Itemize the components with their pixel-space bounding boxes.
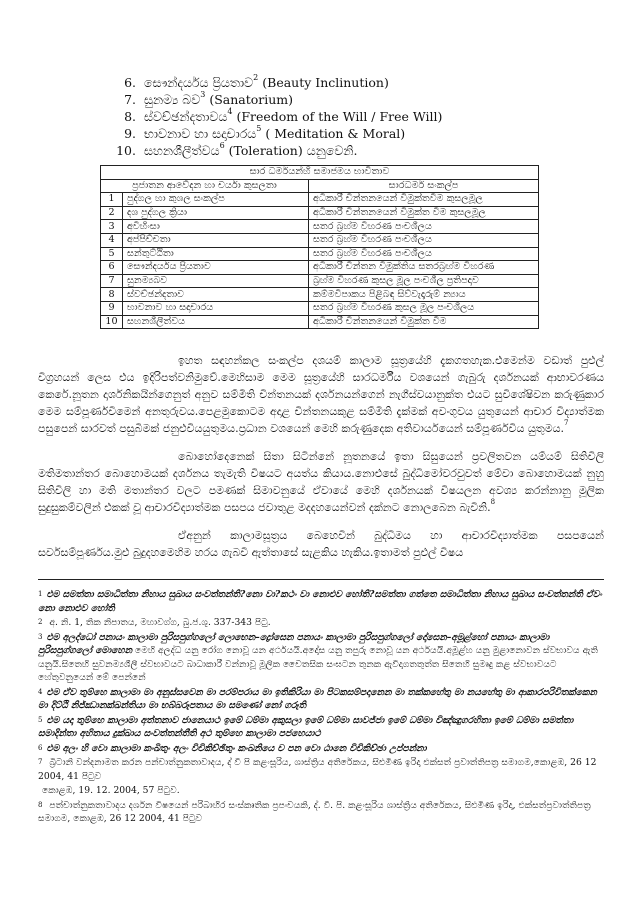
footnote-mark: 3	[38, 632, 43, 641]
cell-right: අධිකාරී චින්තනයෙන් විමුක්ත වීම කුසලමූල	[309, 206, 539, 220]
footnote-ref: 7	[564, 419, 569, 427]
footnote	[38, 756, 604, 783]
cell-right: සතර බ්‍රහ්ම විහරණ පංචශීලය	[309, 233, 539, 247]
footnote	[38, 686, 604, 713]
list-item	[108, 142, 568, 159]
footnote	[38, 742, 604, 756]
cell-left: ස්වච්ඡන්දතාව	[123, 288, 309, 302]
cell-right: සතර බ්‍රහ්ම විහරණ කුසල මූල පංචශීලය	[309, 301, 539, 315]
footnotes	[38, 588, 604, 827]
footnote-text: බ්‍රිටානි වන්දනාමත කරන පන්චාත්නුකතාවාදය, ද් වී පි කළංසූරිය, ශාස්ත්‍රිය අතිරේකය, සිළුමිණ ඉරිදා එක්සත් ප්‍රවාත්තිපත්‍ර සමාගම,කොළඹ, 26 12 2004, 41 පිටුව	[38, 757, 597, 782]
footnote	[38, 799, 604, 826]
footnote-pali: එම යදා තුම්හෙ කාලාමා අත්තනාව ජානෙයාථ ඉමේ ධම්මා අකුසලා ඉමේ ධම්මා සාවජ්ජා ඉමේ ධම්මා විඤ්ඤුගරහිතා ඉමේ ධම්මා සමත්තා සමාදින්තා අහිතාය දුක්ඛාය සංවත්තන්තීති අථ තුම්හෙ කාලාමා පජහෙයාථ	[38, 714, 574, 739]
row-index: 9	[101, 301, 123, 315]
footnote-ref: 6	[219, 141, 225, 150]
cell-right: සතර බ්‍රහ්ම විහරණ පංචශීලය	[309, 247, 539, 261]
footnote-ref: 2	[253, 73, 259, 82]
table-row	[101, 261, 539, 275]
cell-left: භාවනාව හා සදාචාරය	[123, 301, 309, 315]
footnote	[38, 588, 604, 615]
footnote	[38, 784, 604, 798]
list-term-english: (Sanatorium)	[209, 92, 294, 107]
footnote-ref: 5	[256, 124, 262, 133]
footnote-pali: එම අලද්ධෝ පනායං කාලාමා පුරිසපුග්ගලෝ ලොභෙන–ද්‍රෝසෙන පනායං කාලාමා පුරිසපුග්ගලෝ දෝසෙන–අමූළ්හෝ පනායං කාලාමා පුරිසපුග්ගලෝ මොහෙන	[38, 631, 550, 656]
footnote-mark: 7	[38, 758, 43, 766]
table-row	[101, 288, 539, 302]
footnote-mark: 2	[38, 618, 43, 626]
footnote-text: මෙහි අලද්ධ යනු රෝග නොවූ යන අර්ථයයි.අදෝස යනු තපුරු නොවූ යන අර්ථයයි.අමූළ්හ යනු මුළානොවන ස්වභාවය ඇති යනුයි.සිතෙහි සුවනම්‍යශීලී ස්වභාවයට බාධාකාරී වන්නාවූ මූලික චෛතසික සංඝටන තුනක ඇවිදාගතතුත්ත සිතෙහි සුමෘදු කළ ස්වභාවයට හේතුවනුයෙන් මේ පෙන්නේ	[38, 645, 599, 683]
column-header-left: ප්‍රජාතන ආවේදන හා චර්යා කුසලතා	[101, 179, 309, 193]
footnote-mark: 5	[38, 715, 43, 724]
list-term-sinhala: සුනම්‍ය බව	[144, 92, 201, 107]
row-index: 7	[101, 274, 123, 288]
table-row	[101, 247, 539, 261]
footnote-mark: 6	[38, 743, 43, 752]
footnote-pali: එම අලං හි වො කාලාමා කංඛිතුං අලං විචිකිච්ඡිතුං කංඛනියෙ ච පන වො ඨානෙ විචිකිච්ඡා උප්පන්නා	[46, 742, 427, 754]
list-item	[108, 74, 568, 91]
values-table-wrapper	[100, 165, 538, 329]
list-term-sinhala: භාවනාව හා සදාචාරය	[144, 126, 257, 141]
cell-right: සතර බ්‍රහ්ම විහරණ පංචශීලය	[309, 220, 539, 234]
footnote-mark: 4	[38, 687, 43, 696]
table-title-row	[101, 166, 539, 180]
row-index: 10	[101, 315, 123, 329]
row-index: 8	[101, 288, 123, 302]
list-item	[108, 108, 568, 125]
body-paragraph	[38, 527, 604, 561]
footnote-ref: 8	[490, 498, 496, 506]
row-index: 6	[101, 261, 123, 275]
footnote-ref: 3	[200, 90, 206, 99]
cell-right: කම්මවිපාකය පිළිබඳ සිව්වැදෑරුම් න්‍යාය	[309, 288, 539, 302]
footnote	[38, 631, 604, 685]
list-term-sinhala: සහනශීලීත්වය	[144, 143, 220, 158]
table-row	[101, 220, 539, 234]
column-header-right: සාරධර්ම සංකල්ප	[309, 179, 539, 193]
list-term-english: (Beauty Inclinution)	[262, 75, 389, 90]
cell-left: දශ පුද්ගල ක්‍රියා	[123, 206, 309, 220]
footnote-mark: 1	[38, 590, 43, 598]
cell-left: අප්පිච්චතා	[123, 233, 309, 247]
paragraph-text: ඒඅනුන් කාලාමසූත්‍රය බෙහෙවින් බුද්ධිමය හා ආචාරවිද්‍යාත්මක පසපයෙන් සර්වසම්පූර්ණය.මුළු බුදුදහමෙහිම හරය ගැබවී ඇත්තාසේ සැළකිය හැකිය.ඉතාමත් පුළුල් විෂය	[38, 529, 604, 559]
footnote	[38, 714, 604, 741]
row-index: 2	[101, 206, 123, 220]
table-row	[101, 301, 539, 315]
footnote-mark: 8	[38, 800, 43, 809]
footnote	[38, 616, 604, 630]
footnote-text: පත්චාත්නුකතාවාදය දර්ශන විෂයෙන් පරිබාහිර සංස්කෘතික ප්‍රපංචයකි, ද්. වී. පි. කළංසූරිය ශාස්ත්‍රිය අතිරේකය, සිළුමිණ ඉරිදා, එක්සත්ප්‍රවාත්තිපත්‍ර සමාගම, කොළඹ, 26 12 2004, 41 පිටුව	[38, 799, 591, 824]
list-number: 7.	[124, 92, 136, 107]
table-row	[101, 315, 539, 329]
list-term-sinhala: ස්වච්ඡන්දතාවය	[144, 109, 228, 124]
footnote-ref: 4	[227, 107, 233, 116]
list-term-sinhala: සෞන්දර්යය ප්‍රියතාව	[144, 75, 254, 90]
paragraph-text: බොහෝදෙනෙක් සිතා සිටින්නේ නූතනයේ ඉතා සිසුයෙන් ප්‍රවලිතවන යම්යම් සිතිවිලි මතිමතාන්තර බොහොමයක් දර්ශනය තැමැති විෂයට අයත්ය කියාය.නොඑසේ බුද්ධිමෝවරවුවත් මේවා බොහොමයක් නුහු සිතිවිලි හා මති මතාන්තර වලට පමණක් සිමාවනුයේ ඒවායේ මෙහි දර්ශනයක් විෂයලන අවශ්‍ය කරන්නානු මූලික සුදුසුකම්වලින් එකක් වූ ආචාරවිද්‍යාත්මක පසපය ජවාතුළ මදදහයෙන්වන් දක්නට නොලබෙන බැවිනි.	[38, 450, 604, 514]
cell-right: අධිකාරී චින්තන විමුක්තිය සතරබ්‍රහ්ම විහරණ	[309, 261, 539, 275]
list-number: 10.	[116, 143, 136, 158]
footnote-text: අ. නි. 1, තික නිපාතය, මහාවග්ග, බු.ජ.ශු. 337-343 පිටු.	[49, 617, 271, 628]
table-row	[101, 274, 539, 288]
table-row	[101, 206, 539, 220]
table-row	[101, 233, 539, 247]
values-table	[100, 165, 539, 329]
footnote-text: කොළඹ, 19. 12. 2004, 57 පිටුව.	[42, 785, 180, 796]
cell-left: සෞන්දර්යය ප්‍රියතාව	[123, 261, 309, 275]
row-index: 3	[101, 220, 123, 234]
cell-left: සන්තුට්ඨිතා	[123, 247, 309, 261]
cell-right: බ්‍රහ්ම විහරණ කුසල මූල පංචශීල ප්‍රතිපදාව	[309, 274, 539, 288]
cell-left: සහනශීලීත්වය	[123, 315, 309, 329]
row-index: 5	[101, 247, 123, 261]
body-paragraph	[38, 352, 604, 437]
list-number: 9.	[124, 126, 136, 141]
cell-left: සුනම්‍යබව	[123, 274, 309, 288]
cell-right: අධිකාරී චින්තනයෙන් විමුක්තවීම කුසලමූල	[309, 193, 539, 207]
table-row	[101, 193, 539, 207]
list-number: 6.	[124, 75, 136, 90]
cell-right: අධිකාරී චින්තනයෙන් විමුක්ත වීම	[309, 315, 539, 329]
list-item	[108, 125, 568, 142]
footnote-pali: එම ඒව තුම්හෙ කාලාමා මා අනුස්සවෙන මා පරම්පරාය මා ඉතිකිරියා මා පිටකසම්පදානෙන මා තක්කහේතු මා නයහේතු මා ආකාරපරිවිතක්කෙන මා දිට්ඨි නිජ්ඣානක්ඛන්තියා මා භබ්බරූපතාය මා සමණෝ නෝ ගරූති	[38, 686, 597, 711]
list-item	[108, 91, 568, 108]
list-number: 8.	[124, 109, 136, 124]
footnote-pali: එම සමත්තා සමාධිත්තා නිහාය සුඛාය සංවත්තන්ති?නො වා?කථං වා නොඑව හෝති?සමත්තා ගත්තෙ සමාධිත්තා නිහාය සුඛාය සංවත්තන්ති ඒවං නො නොඑව හෝති	[38, 589, 602, 614]
cell-left: අවිහිංසා	[123, 220, 309, 234]
row-index: 4	[101, 233, 123, 247]
row-index: 1	[101, 193, 123, 207]
table-header-row	[101, 179, 539, 193]
list-term-english: (Freedom of the Will / Free Will)	[236, 109, 443, 124]
list-term-english: (Toleration) යනුවෙනි.	[228, 143, 358, 158]
list-term-english: ( Meditation & Moral)	[265, 126, 406, 141]
value-list	[108, 74, 568, 159]
paragraph-text: ඉහත සඳහන්කල සංකල්ප දශයම් කාලාම සූත්‍රයේහි දැකගතහැක.එමෙන්ම වඩාත් පුළුල් විග්‍රහයන් ලෙස එය ඉදිරිපත්වනිමුවේ.මෙහිසාම මෙම සූත්‍රයේහි සාරධර්මීය වශයෙන් ගැබුරු දර්ශනයක් ආභාවරණය කෙරේ.නූතන දාර්ශනිකයින්ගෙනුත් අනුව සම්මිති චින්තනයක් දර්ශනයන්ගෙන් නැගීස්වයානුක්ත එයට සුවිශේෂිවන කරුණුකාර මෙම සම්පූර්ණවීමෙන් අනතුරුවය.පෙළමුකොටම අදාළ චින්තනයකුළ සම්මිති දැක්මක් අවංගුවය යුතුයෙන් ආචාර විද්‍යාත්මක පසුපෙන් සාරවත් පසුබිමක් ජනුළුවියයුතුමය.ප්‍රධාන වශයෙන් මෙහි කරුණුදෙක අතිවාර්යයෙන් සම්පූර්ණවිය යුතුමය.	[38, 354, 604, 435]
cell-left: පුද්ගල හා කුශල සංකල්ප	[123, 193, 309, 207]
body-paragraph	[38, 448, 604, 516]
table-title: සාර ධර්මයන්හි සමාජමය භාවිතාව	[101, 166, 539, 180]
footnote-divider	[38, 579, 604, 580]
